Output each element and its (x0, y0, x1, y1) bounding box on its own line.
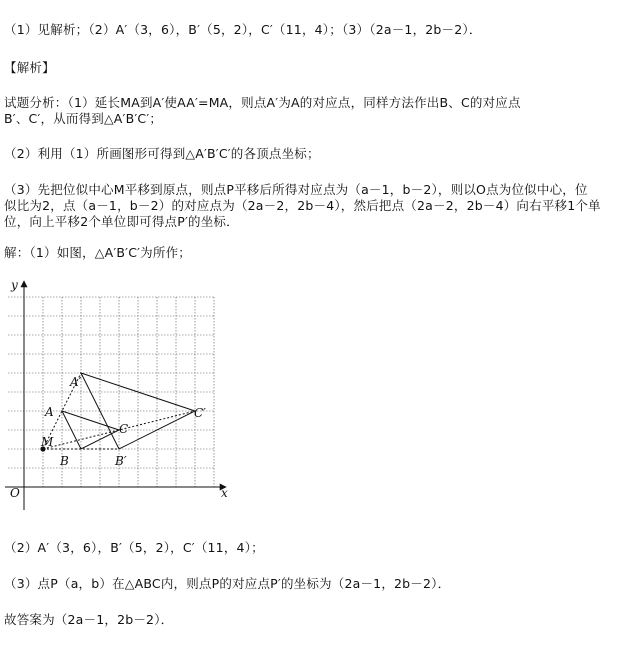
axis-y-label: y (11, 278, 18, 292)
grid-lines (8, 297, 214, 487)
analysis-step3-line1: （3）先把位似中心M平移到原点，则点P平移后所得对应点为（a－1，b－2），则以O点为位似中心，位 (4, 182, 588, 197)
label-c-prime: C′ (194, 406, 206, 420)
analysis-step3-line2: 似比为2，点（a－1，b－2）的对应点为（2a－2，2b－4），然后把点（2a－2，2b－4）向右平移1个单 (4, 198, 601, 213)
label-b-prime: B′ (115, 454, 127, 468)
analysis-step1-line1: 试题分析：（1）延长MA到A′使AA′=MA，则点A′为A的对应点，同样方法作出B、C的对应点 (4, 95, 521, 110)
analysis-step2: （2）利用（1）所画图形可得到△A′B′C′的各顶点坐标； (4, 146, 320, 161)
label-c: C (119, 422, 129, 436)
label-a-prime: A′ (70, 375, 82, 389)
solution-intro: 解：（1）如图，△A′B′C′为所作； (4, 245, 191, 260)
coordinate-grid-figure (0, 275, 240, 525)
analysis-step3-line3: 位，向上平移2个单位即可得点P′的坐标． (4, 214, 239, 229)
solution-step3: （3）点P（a，b）在△ABC内，则点P的对应点P′的坐标为（2a－1，2b－2）． (4, 576, 451, 591)
analysis-step1-line2: B′、C′，从而得到△A′B′C′； (4, 111, 163, 126)
analysis-heading: 【解析】 (4, 60, 55, 75)
label-m: M (41, 435, 54, 449)
solution-step2: （2）A′（3，6），B′（5，2），C′（11，4）； (4, 540, 264, 555)
answer-line: （1）见解析；（2）A′（3，6），B′（5，2），C′（11，4）；（3）（2a－1，2b－2）． (4, 22, 482, 37)
final-answer: 故答案为（2a－1，2b－2）． (4, 612, 174, 627)
label-a: A (45, 405, 54, 419)
label-b: B (60, 454, 69, 468)
axis-x-label: x (221, 486, 228, 500)
origin-label: O (10, 486, 20, 500)
